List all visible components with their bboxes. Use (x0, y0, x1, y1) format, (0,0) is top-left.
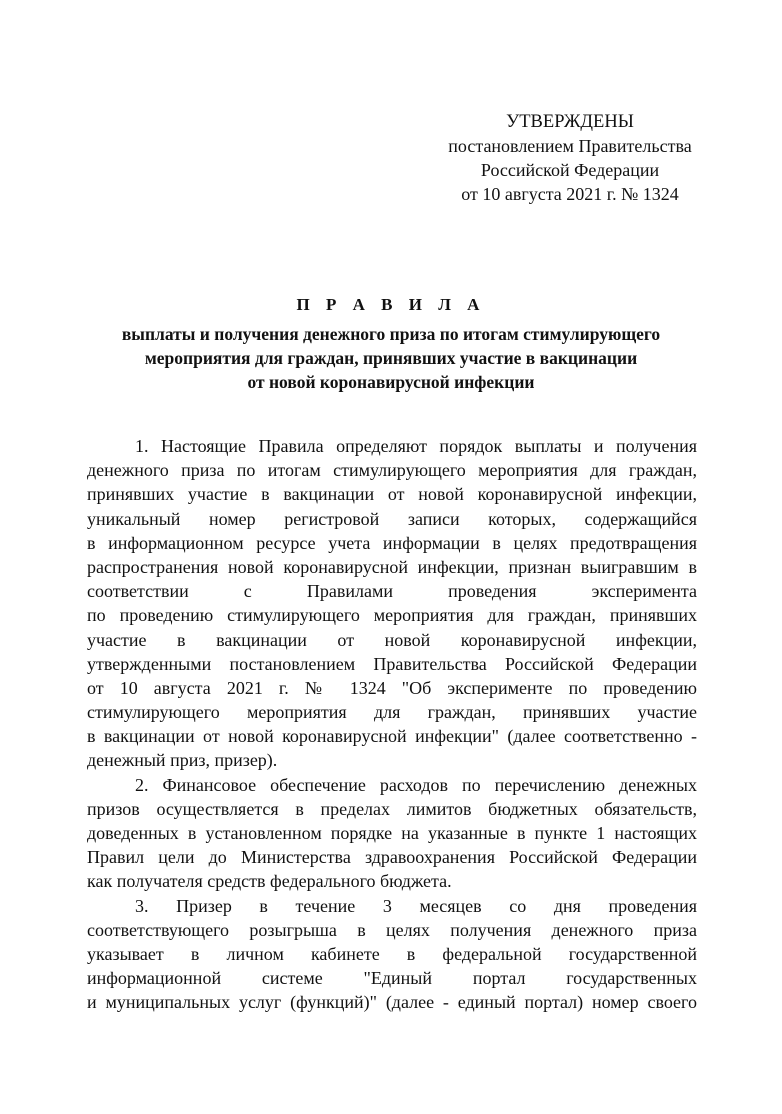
text-line: от 10 августа 2021 г. № 1324 "Об эксперименте по проведению (87, 677, 697, 698)
text-line: принявших участие в вакцинации от новой коронавирусной инфекции, (87, 484, 697, 505)
subtitle-line: мероприятия для граждан, принявших участие в вакцинации (144, 348, 638, 368)
subtitle-line: выплаты и получения денежного приза по итогам стимулирующего (121, 324, 661, 344)
text-line: указывает в личном кабинете в федеральной государственной (87, 943, 697, 964)
text-line: информационной системе "Единый портал государственных (87, 968, 697, 989)
document-body (87, 434, 697, 1015)
approval-line: от 10 августа 2021 г. № 1324 (461, 184, 679, 204)
paragraph-2 (87, 773, 697, 894)
approval-line: постановлением Правительства (448, 136, 692, 156)
text-line: стимулирующего мероприятия для граждан, принявших участие (87, 702, 697, 723)
text-line: 1. Настоящие Правила определяют порядок выплаты и получения (135, 436, 697, 456)
text-line: в вакцинации от новой коронавирусной инфекции" (далее соответственно - (87, 726, 697, 747)
approval-title: УТВЕРЖДЕНЫ (506, 112, 634, 132)
approval-stamp (420, 110, 720, 206)
text-line: уникальный номер регистровой записи которых, содержащийся (87, 508, 697, 529)
text-line: призов осуществляется в пределах лимитов бюджетных обязательств, (87, 798, 697, 819)
text-line: и муниципальных услуг (функций)" (далее - единый портал) номер своего (87, 992, 697, 1013)
text-line: участие в вакцинации от новой коронавирусной инфекции, (87, 629, 697, 650)
text-line: Правил цели до Министерства здравоохранения Российской Федерации (87, 847, 697, 868)
text-line: в информационном ресурсе учета информации в целях предотвращения (87, 532, 697, 553)
text-line: соответствующего розыгрыша в целях получения денежного приза (87, 919, 697, 940)
subtitle-line: от новой коронавирусной инфекции (247, 372, 535, 392)
text-line: 3. Призер в течение 3 месяцев со дня проведения (135, 895, 697, 916)
text-line: соответствии с Правилами проведения эксперимента (87, 581, 697, 602)
text-line: 2. Финансовое обеспечение расходов по перечислению денежных (135, 774, 697, 795)
text-line: денежный приз, призер). (87, 750, 278, 771)
text-line: денежного приза по итогам стимулирующего мероприятия для граждан, (87, 460, 697, 481)
approval-line: Российской Федерации (480, 160, 660, 180)
paragraph-3 (87, 894, 697, 1015)
text-line: как получателя средств федерального бюджета. (87, 871, 452, 892)
document-subtitle (80, 322, 702, 394)
document-heading: П Р А В И Л А (296, 295, 486, 314)
text-line: распространения новой коронавирусной инфекции, признан выигравшим в (87, 556, 697, 577)
text-line: утвержденными постановлением Правительства Российской Федерации (87, 653, 697, 674)
paragraph-1 (87, 434, 697, 773)
text-line: доведенных в установленном порядке на указанные в пункте 1 настоящих (87, 823, 697, 843)
text-line: по проведению стимулирующего мероприятия для граждан, принявших (87, 605, 697, 626)
